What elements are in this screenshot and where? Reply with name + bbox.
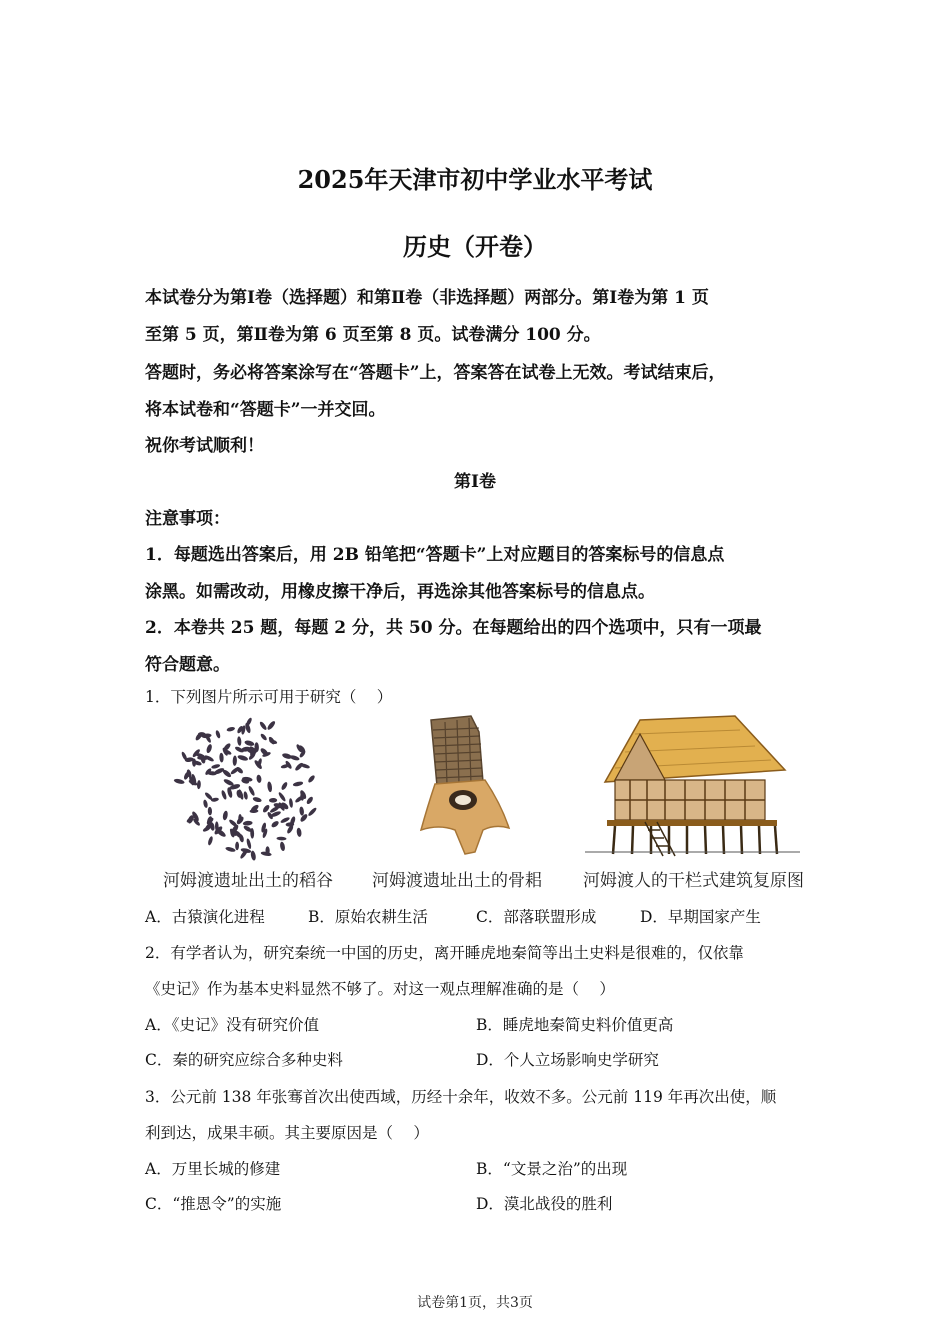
q2-option-a: A．《史记》没有研究价值 — [145, 1016, 319, 1034]
stilt-house-image — [585, 712, 800, 862]
rice-grain — [279, 841, 285, 851]
q3-option-b: B．“文景之治”的出现 — [476, 1160, 628, 1178]
q1-option-a: A．古猿演化进程 — [145, 908, 265, 926]
rice-grain — [259, 721, 268, 731]
rice-grain — [221, 790, 228, 801]
q2-option-d: D．个人立场影响史学研究 — [476, 1051, 659, 1069]
q1-option-d: D．早期国家产生 — [640, 908, 761, 926]
rice-grains-image — [160, 712, 335, 862]
rice-grain — [252, 796, 262, 803]
rice-grain — [222, 810, 228, 820]
note-2-line-2: 符合题意。 — [145, 655, 230, 675]
rice-grain — [225, 846, 236, 853]
q1-stem: 1．下列图片所示可用于研究（ ） — [145, 688, 393, 706]
rice-grain — [307, 774, 316, 783]
rice-grain — [237, 754, 249, 762]
exam-title: 2025年天津市初中学业水平考试 — [297, 165, 653, 194]
q2-stem-line-2: 《史记》作为基本史料显然不够了。对这一观点理解准确的是（ ） — [145, 980, 615, 998]
rice-grain — [269, 798, 277, 803]
note-2-line-1: 2．本卷共 25 题，每题 2 分，共 50 分。在每题给出的四个选项中，只有一项最 — [145, 618, 762, 638]
rice-grain — [244, 740, 255, 747]
rice-grain — [207, 836, 214, 846]
q3-option-a: A．万里长城的修建 — [145, 1160, 281, 1178]
q2-stem-line-1: 2．有学者认为，研究秦统一中国的历史，离开睡虎地秦简等出土史料是很难的，仅依靠 — [145, 944, 744, 962]
caption-rice: 河姆渡遗址出土的稻谷 — [163, 871, 333, 891]
rice-grain — [250, 850, 256, 861]
rice-grain — [233, 755, 238, 766]
rice-grain — [219, 753, 224, 763]
rice-grain — [211, 763, 221, 769]
q1-option-b: B．原始农耕生活 — [308, 908, 428, 926]
caption-bone-spade: 河姆渡遗址出土的骨耜 — [372, 871, 542, 891]
rice-grain — [280, 781, 288, 791]
rice-grain — [276, 837, 286, 841]
q3-stem-line-2: 利到达，成果丰硕。其主要原因是（ ） — [145, 1124, 429, 1142]
rice-grain — [243, 820, 253, 826]
rice-grain — [235, 842, 239, 851]
subject-title: 历史（开卷） — [403, 232, 547, 261]
intro-line-2: 至第 5 页，第Ⅱ卷为第 6 页至第 8 页。试卷满分 100 分。 — [145, 325, 601, 345]
rice-grain — [237, 736, 242, 746]
rice-grain — [247, 785, 255, 796]
rice-grain — [278, 791, 287, 802]
rice-grain — [246, 838, 252, 849]
rice-grain — [226, 726, 235, 732]
rice-grain — [208, 807, 213, 816]
notes-label: 注意事项： — [145, 509, 230, 529]
q3-stem-line-1: 3．公元前 138 年张骞首次出使西域，历经十余年，收效不多。公元前 119 年再次出使，顺 — [145, 1088, 777, 1106]
rice-grain — [197, 780, 201, 789]
rice-grain — [307, 807, 317, 817]
q3-option-c: C．“推恩令”的实施 — [145, 1195, 282, 1213]
rice-grain — [267, 781, 273, 792]
rice-grain — [266, 720, 276, 731]
q2-option-b: B．睡虎地秦简史料价值更高 — [476, 1016, 674, 1034]
intro-line-1: 本试卷分为第Ⅰ卷（选择题）和第Ⅱ卷（非选择题）两部分。第Ⅰ卷为第 1 页 — [145, 288, 709, 308]
note-1-line-2: 涂黑。如需改动，用橡皮擦干净后，再选涂其他答案标号的信息点。 — [145, 582, 655, 602]
rice-grain — [292, 781, 303, 787]
caption-stilt-house: 河姆渡人的干栏式建筑复原图 — [583, 871, 804, 891]
rice-grain — [296, 827, 302, 837]
section-heading: 第Ⅰ卷 — [454, 472, 496, 492]
rice-grain — [270, 820, 279, 829]
rice-grain — [203, 799, 209, 808]
rice-grain — [173, 778, 185, 785]
intro-line-3: 答题时，务必将答案涂写在“答题卡”上，答案答在试卷上无效。考试结束后， — [145, 363, 726, 383]
q3-option-d: D．漠北战役的胜利 — [476, 1195, 613, 1213]
intro-line-5: 祝你考试顺利！ — [145, 436, 264, 456]
rice-grain — [289, 798, 294, 808]
intro-line-4: 将本试卷和“答题卡”一并交回。 — [145, 400, 386, 420]
q1-option-c: C．部落联盟形成 — [476, 908, 597, 926]
rice-grain — [243, 791, 248, 800]
bone-spade-image — [405, 712, 515, 862]
note-1-line-1: 1．每题选出答案后，用 2B 铅笔把“答题卡”上对应题目的答案标号的信息点 — [145, 545, 725, 565]
q2-option-c: C．秦的研究应综合多种史料 — [145, 1051, 343, 1069]
rice-grain — [256, 774, 262, 783]
rice-grain — [215, 730, 221, 739]
rice-grain — [260, 733, 268, 741]
page-footer: 试卷第1页，共3页 — [417, 1295, 533, 1311]
rice-grain — [306, 796, 315, 805]
rice-grain — [262, 804, 271, 814]
rice-grain — [206, 744, 213, 754]
rice-grain — [299, 806, 304, 815]
